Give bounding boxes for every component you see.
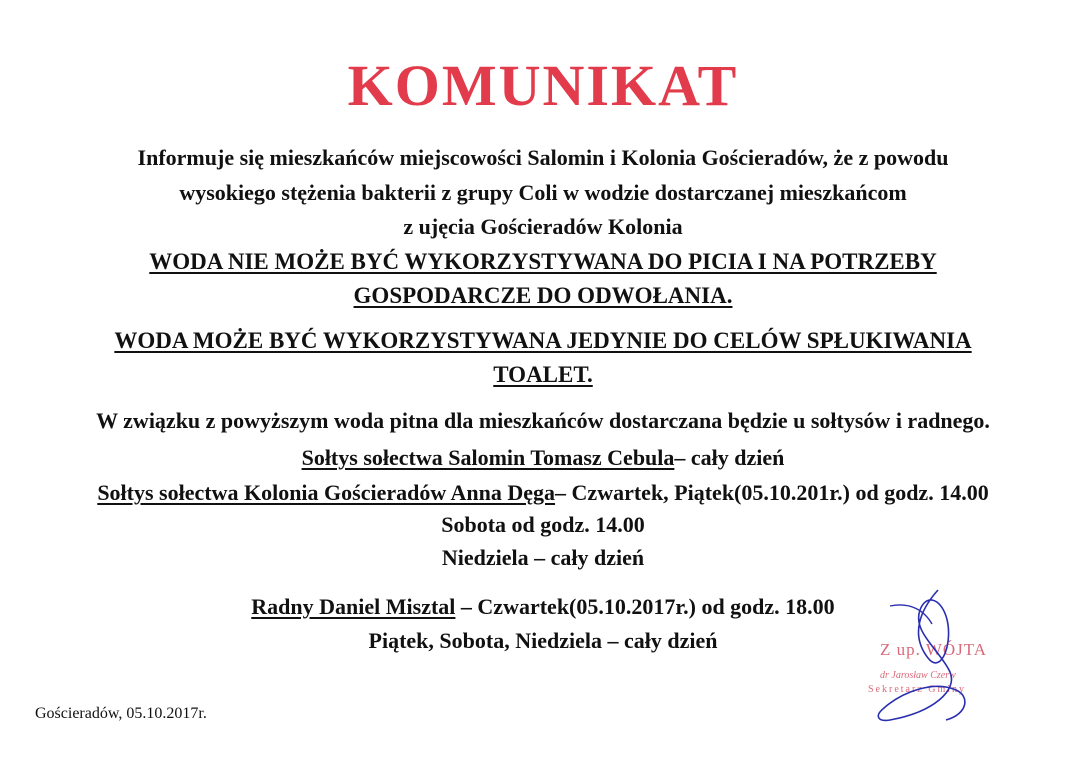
place-date: Gościeradów, 05.10.2017r. xyxy=(35,705,207,722)
warning-toilet-line-2: TOALET. xyxy=(493,362,593,387)
warning-toilet-line-1: WODA MOŻE BYĆ WYKORZYSTYWANA JEDYNIE DO CELÓW SPŁUKIWANIA xyxy=(114,328,972,353)
contact-salomin-name: Sołtys sołectwa Salomin Tomasz Cebula xyxy=(301,445,675,470)
contact-kolonia xyxy=(0,480,1086,506)
notice-title: KOMUNIKAT xyxy=(347,53,739,118)
intro-line-3: z ujęcia Gościeradów Kolonia xyxy=(403,214,683,239)
contact-radny-name: Radny Daniel Misztal xyxy=(251,594,456,619)
contact-kolonia-name: Sołtys sołectwa Kolonia Gościeradów Anna Dęga xyxy=(97,480,556,505)
intro-line-1: Informuje się mieszkańców miejscowości Salomin i Kolonia Gościeradów, że z powodu xyxy=(137,145,949,170)
warning-no-drinking-line-2: GOSPODARCZE DO ODWOŁANIA. xyxy=(353,283,733,308)
contact-kolonia-hours: – Czwartek, Piątek(05.10.201r.) od godz. 14.00 xyxy=(555,480,989,505)
official-stamp-name: dr Jarosław Czerw xyxy=(880,670,956,681)
warning-no-drinking-line-1: WODA NIE MOŻE BYĆ WYKORZYSTYWANA DO PICIA I NA POTRZEBY xyxy=(149,249,937,274)
signature-icon xyxy=(850,580,1010,730)
distribution-text: W związku z powyższym woda pitna dla mieszkańców dostarczana będzie u sołtysów i radnego. xyxy=(96,408,990,433)
contact-kolonia-saturday: Sobota od godz. 14.00 xyxy=(441,512,645,537)
official-stamp-role: Sekretarz Gminy xyxy=(868,684,967,695)
contact-radny-weekend: Piątek, Sobota, Niedziela – cały dzień xyxy=(368,628,718,653)
intro-line-2: wysokiego stężenia bakterii z grupy Coli w wodzie dostarczanej mieszkańcom xyxy=(179,180,907,205)
official-stamp-title: Z up. WÓJTA xyxy=(880,640,988,659)
contact-kolonia-sunday: Niedziela – cały dzień xyxy=(441,545,645,570)
contact-salomin xyxy=(0,445,1086,471)
contact-salomin-hours: – cały dzień xyxy=(674,445,785,470)
contact-radny-hours: – Czwartek(05.10.2017r.) od godz. 18.00 xyxy=(455,594,835,619)
